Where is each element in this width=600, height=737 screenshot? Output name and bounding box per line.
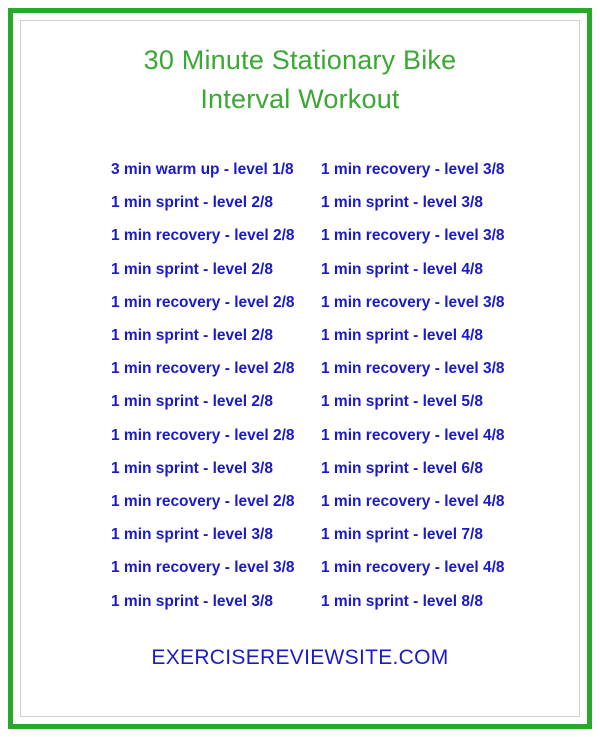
interval-item: 1 min sprint - level 3/8 (111, 459, 273, 477)
title-line-2: Interval Workout (200, 84, 400, 114)
interval-item: 1 min sprint - level 2/8 (111, 260, 273, 278)
interval-item: 3 min warm up - level 1/8 (111, 161, 294, 178)
interval-item: 1 min sprint - level 7/8 (321, 526, 483, 544)
interval-item: 1 min sprint - level 5/8 (321, 393, 483, 411)
interval-item: 1 min sprint - level 3/8 (111, 526, 273, 544)
interval-item: 1 min recovery - level 2/8 (111, 493, 295, 511)
interval-columns (21, 153, 579, 618)
interval-item: 1 min recovery - level 2/8 (111, 426, 295, 444)
interval-item: 1 min recovery - level 2/8 (111, 360, 295, 378)
interval-column-right (285, 153, 525, 618)
interval-item: 1 min sprint - level 8/8 (321, 592, 483, 610)
interval-item: 1 min sprint - level 3/8 (111, 592, 273, 610)
interval-item: 1 min recovery - level 3/8 (321, 360, 505, 378)
interval-item: 1 min sprint - level 3/8 (321, 194, 483, 212)
title-line-1: 30 Minute Stationary Bike (143, 45, 457, 75)
interval-column-left (75, 153, 295, 618)
interval-item: 1 min recovery - level 4/8 (321, 426, 505, 444)
interval-item: 1 min recovery - level 3/8 (321, 161, 505, 178)
interval-item: 1 min recovery - level 2/8 (111, 227, 295, 245)
interval-item: 1 min sprint - level 2/8 (111, 194, 273, 212)
page-title (60, 41, 540, 119)
interval-item: 1 min recovery - level 3/8 (321, 227, 505, 245)
interval-item: 1 min sprint - level 2/8 (111, 393, 273, 411)
interval-item: 1 min recovery - level 4/8 (321, 493, 505, 511)
interval-item: 1 min sprint - level 6/8 (321, 459, 483, 477)
interval-item: 1 min recovery - level 2/8 (111, 293, 295, 311)
interval-item: 1 min sprint - level 2/8 (111, 327, 273, 345)
interval-item: 1 min sprint - level 4/8 (321, 260, 483, 278)
interval-item: 1 min recovery - level 3/8 (321, 293, 505, 311)
interval-item: 1 min recovery - level 4/8 (321, 559, 505, 577)
website-credit: EXERCISEREVIEWSITE.COM (151, 646, 449, 669)
interval-item: 1 min recovery - level 3/8 (111, 559, 295, 577)
poster-content (21, 21, 579, 716)
interval-item: 1 min sprint - level 4/8 (321, 327, 483, 345)
